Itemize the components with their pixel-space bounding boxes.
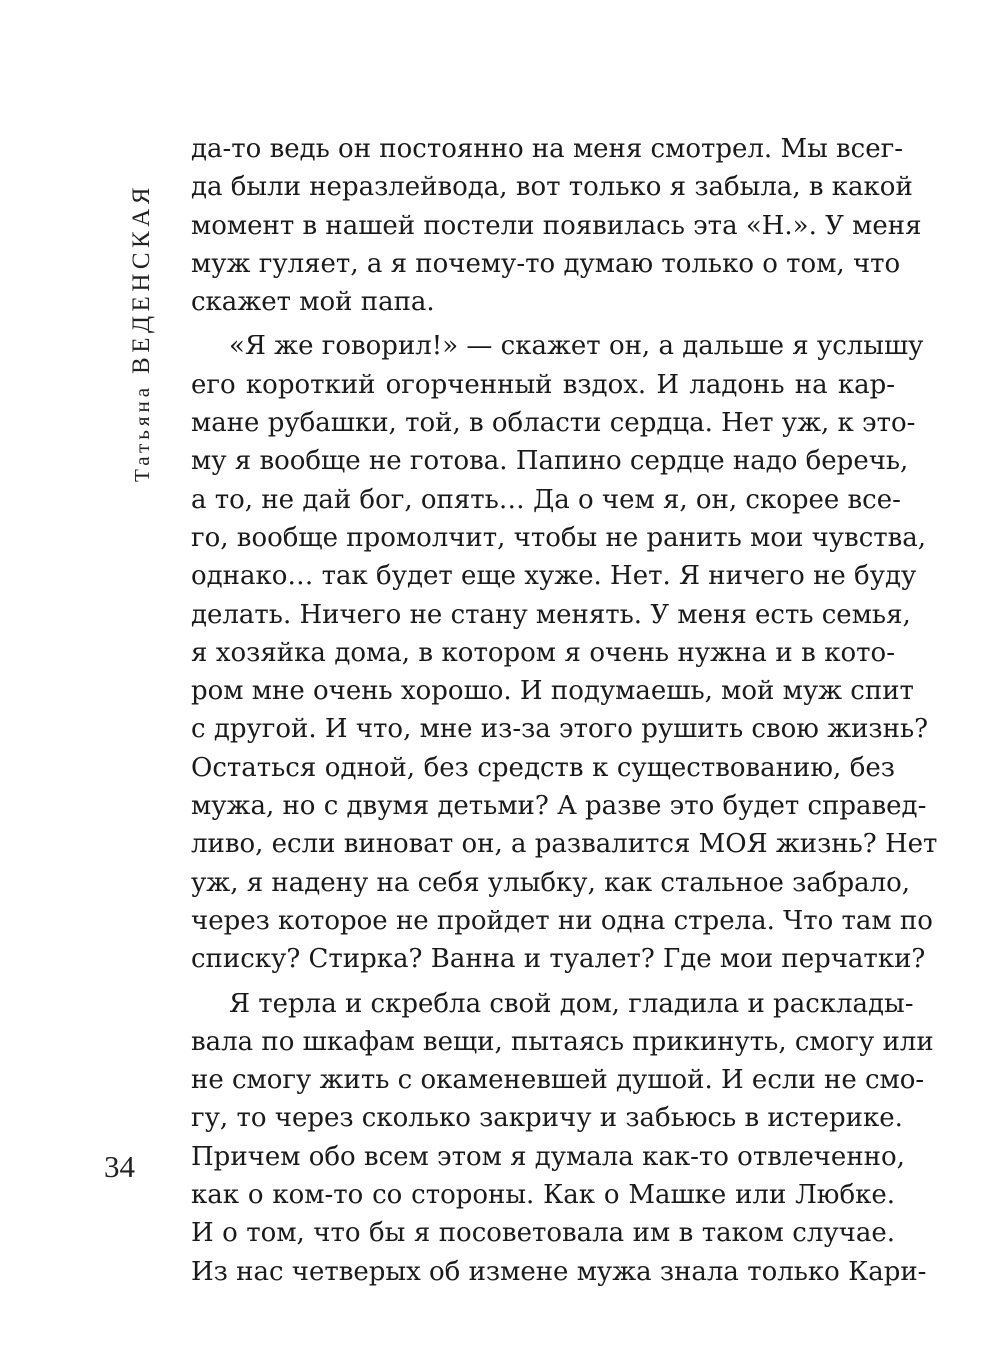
text-line: гу, то через сколько закричу и забьюсь в истерике. (191, 1103, 903, 1134)
author-first-name: Татьяна (130, 383, 154, 482)
text-line: не смогу жить с окаменевшей душой. И если не смо- (191, 1065, 925, 1096)
text-line: делать. Ничего не стану менять. У меня есть семья, (191, 599, 911, 630)
text-line: однако… так будет еще хуже. Нет. Я ничего не буду (191, 561, 917, 592)
text-line: мане рубашки, той, в области сердца. Нет уж, к это- (191, 408, 916, 439)
text-line: ливо, если виноват он, а развалится МОЯ жизнь? Нет (191, 829, 938, 860)
text-line: ром мне очень хорошо. И подумаешь, мой муж спит (191, 676, 914, 707)
text-line: «Я же говорил!» — скажет он, а дальше я услышу (229, 331, 924, 362)
text-line: вала по шкафам вещи, пытаясь прикинуть, смогу или (191, 1026, 934, 1057)
text-line: списку? Стирка? Ванна и туалет? Где мои перчатки? (191, 944, 926, 975)
text-line: Причем обо всем этом я думала как-то отвлеченно, (191, 1141, 905, 1172)
text-line: Остаться одной, без средств к существованию, без (191, 752, 895, 783)
page-number: 34 (104, 1149, 135, 1184)
text-line: через которое не пройдет ни одна стрела. Что там по (191, 905, 933, 936)
text-line: да-то ведь он постоянно на меня смотрел. Мы всег- (191, 134, 904, 164)
text-line: да были неразлейвода, вот только я забыла, в какой (191, 172, 913, 203)
text-line: му я вообще не готова. Папино сердце надо беречь, (191, 446, 909, 477)
text-line: скажет мой папа. (191, 287, 435, 318)
text-line: Из нас четверых об измене мужа знала только Кари- (191, 1256, 927, 1287)
text-line: мужа, но с двумя детьми? А разве это будет справед- (191, 791, 927, 822)
text-line: я хозяйка дома, в котором я очень нужна и в кото- (191, 637, 895, 668)
text-line: с другой. И что, мне из-за этого рушить свою жизнь? (191, 714, 929, 745)
running-head (128, 183, 156, 482)
text-line: уж, я надену на себя улыбку, как стальное забрало, (191, 867, 911, 898)
text-line: муж гуляет, а я почему-то думаю только о том, что (191, 248, 901, 279)
text-line: как о ком-то со стороны. Как о Машке или Любке. (191, 1180, 895, 1211)
text-line: а то, не дай бог, опять… Да о чем я, он, скорее все- (191, 484, 901, 515)
text-line: момент в нашей постели появилась эта «Н.». У меня (191, 210, 922, 241)
text-line: Я терла и скребла свой дом, гладила и расклады- (229, 988, 914, 1019)
author-last-name: ВЕДЕНСКАЯ (128, 183, 155, 374)
text-line: го, вообще промолчит, чтобы не ранить мои чувства, (191, 522, 927, 553)
text-line: И о том, что бы я посоветовала им в таком случае. (191, 1218, 895, 1249)
text-line: его короткий огорченный вздох. И ладонь на кар- (191, 369, 895, 400)
body-text (191, 130, 938, 1291)
